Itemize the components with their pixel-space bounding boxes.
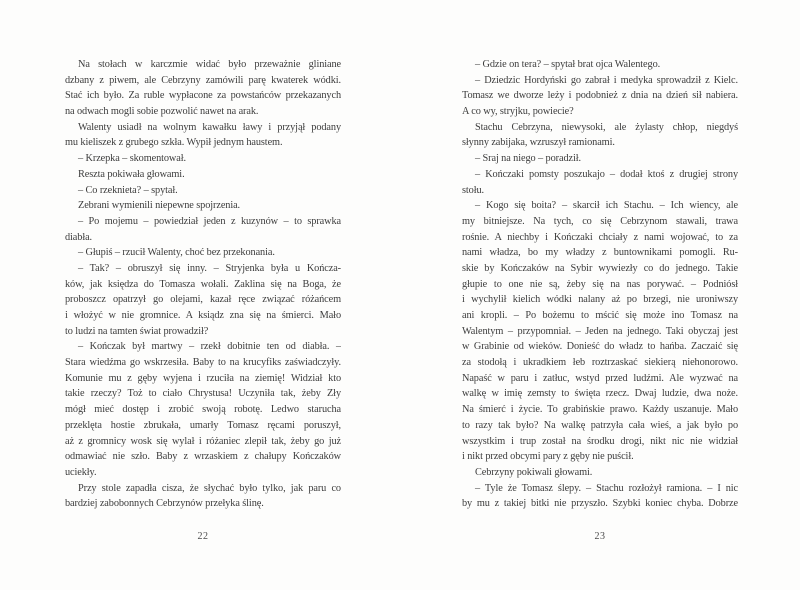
text-line: rośnie. A niechby i Kończaki chciały z nami wojować, to za (462, 231, 738, 243)
text-line: za stodołą i ukradkiem łeb roztrzaskać siekierą niehonorowo. (462, 357, 738, 369)
text-line: Tomasz we dworze leży i podobnież z dnia na dzień sił nabiera. (462, 90, 738, 102)
page-right-text (462, 57, 738, 512)
text-line: – Kogo się boita? – skarcił ich Stachu. – Ich wiency, ale (475, 200, 738, 212)
text-line: takie rzeczy? Toż to ciało Chrystusa! Uczyniła tak, żeby Zły (65, 388, 341, 400)
text-line: by mu z takiej bitki nie przyszło. Szybki koniec chyba. Dobrze (462, 498, 738, 510)
text-line: mu kieliszek z grubego szkła. Wypił jednym haustem. (65, 137, 283, 149)
text-line: – Tyle że Tomasz ślepy. – Stachu rozłożył ramiona. – I nic (475, 482, 738, 494)
text-line: przeklęta hostie zbrukała, umarły Tomasz ręcami poruszył, (65, 419, 341, 431)
text-line: odmawiać nie szło. Baby z wrzaskiem z chałupy Kończaków (65, 451, 341, 463)
text-line: – Tak? – obruszył się inny. – Stryjenka była u Kończa- (78, 262, 341, 274)
text-line: na odwach mogli sobie pozwolić nawet na arak. (65, 106, 259, 118)
page-right (462, 0, 738, 590)
text-line: – Kończak był martwy – rzekł dobitnie ten od diabła. – (78, 341, 341, 353)
text-line: dzbany z piwem, ale Cebrzyny zamówili parę kwaterek wódki. (65, 74, 341, 86)
text-line: Reszta pokiwała głowami. (78, 168, 185, 180)
text-line: – Gdzie on tera? – spytał brat ojca Walentego. (475, 59, 661, 70)
text-line: wszystkim i trup został na środku drogi, nikt nic nie widział (462, 435, 738, 447)
text-line: Stachu Cebrzyna, niewysoki, ale żylasty chłop, niegdyś (475, 121, 738, 133)
text-line: nami władza, bo my władzy z buntownikami pomogli. Ru- (462, 247, 738, 259)
text-line: ani kropli. – Po bożemu to mścić się może ino Tomasz na (462, 310, 738, 321)
text-line: Komunie mu z gęby wyjena i rzuciła na ziemię! Widział kto (65, 372, 341, 384)
text-line: my bitniejsze. Na tych, co się Cebrzynom stawali, trawa (462, 215, 738, 227)
text-line: Na stołach w karczmie widać było przeważnie gliniane (78, 59, 341, 70)
text-line: to razy tak było? Na walkę patrzyła cała wieś, a jak było po (462, 419, 738, 431)
text-line: Walentym – przypomniał. – Jeden na jednego. Taki obyczaj jest (462, 325, 738, 337)
text-line: słynny zabijaka, wzruszył ramionami. (462, 137, 615, 149)
text-line: w Grabinie od wieków. Donieść do władz to hańba. Zaczaić się (462, 341, 738, 353)
text-line: – Po mojemu – powiedział jeden z kuzynów – to sprawka (78, 215, 341, 227)
page-left (65, 0, 341, 590)
text-line: bardziej zabobonnych Cebrzynów przełyka ślinę. (65, 498, 264, 510)
page-number-right: 23 (594, 531, 606, 542)
text-line: walkę w imię zemsty to święta rzecz. Dwaj ludzie, dwa noże. (462, 388, 738, 400)
text-line: Przy stole zapadła cisza, że słychać było tylko, jak paru co (78, 482, 341, 494)
text-line: głupie to one nie są, żeby się na nas porywać. – Podniósł (462, 278, 738, 290)
text-line: skie by Kończaków na Sybir wywiezły co do jednego. Takie (462, 262, 738, 274)
page-left-text (65, 57, 341, 512)
text-line: i wychylił kielich wódki nalany aż po brzegi, nie uroniwszy (462, 294, 738, 306)
text-line: Walenty usiadł na wolnym kawałku ławy i przyjął podany (78, 121, 341, 133)
text-line: Na śmierć i życie. To grabińskie prawo. Każdy uszanuje. Mało (462, 404, 738, 416)
text-line: proboszcz opatrzył go olejami, kazał ręce związać różańcem (65, 294, 341, 306)
page-number-left: 22 (197, 531, 209, 542)
text-line: i nikt przed obcymi pary z gęby nie puścił. (462, 451, 634, 463)
text-line: Cebrzyny pokiwali głowami. (475, 466, 593, 478)
text-line: stołu. (462, 184, 484, 196)
text-line: aż z gromnicy wosk się wylał i różaniec zlepił tak, żeby go już (65, 435, 341, 447)
text-line: A co wy, stryjku, powiecie? (462, 106, 574, 118)
text-line: diabła. (65, 231, 93, 243)
text-line: Zebrani wymienili niepewne spojrzenia. (78, 200, 241, 212)
text-line: – Dziedzic Hordyński go zabrał i medyka sprowadził z Kielc. (475, 74, 738, 86)
text-line: ków, jak księdza do Tomasza wołali. Zaklina się na Boga, że (65, 278, 341, 290)
text-line: – Głupiś – rzucił Walenty, choć bez przekonania. (78, 247, 275, 259)
text-line: – Co rzeknieta? – spytał. (78, 184, 178, 196)
text-line: – Sraj na niego – poradził. (475, 153, 581, 165)
text-line: Stara wiedźma go wskrzesiła. Baby to na krucyfiks zaświadczyły. (65, 357, 341, 369)
text-line: to ludzi na tamten świat prowadził? (65, 325, 209, 337)
text-line: – Krzepka – skomentował. (78, 153, 186, 165)
text-line: – Kończaki pomsty poszukajo – dodał ktoś z drugiej strony (475, 168, 738, 180)
text-line: Stać ich było. Za ruble wypłacone za powstańców przekazanych (65, 90, 341, 102)
text-line: mógł mieć dostęp i zrobić swoją robotę. Ledwo starucha (65, 404, 341, 416)
text-line: i włożyć w nie gromnice. A ksiądz zna się na śmierci. Mało (65, 310, 341, 321)
text-line: Napaść w paru i zatłuc, wstyd przed ludźmi. Ale wyzwać na (462, 372, 738, 384)
text-line: uciekły. (65, 466, 97, 478)
